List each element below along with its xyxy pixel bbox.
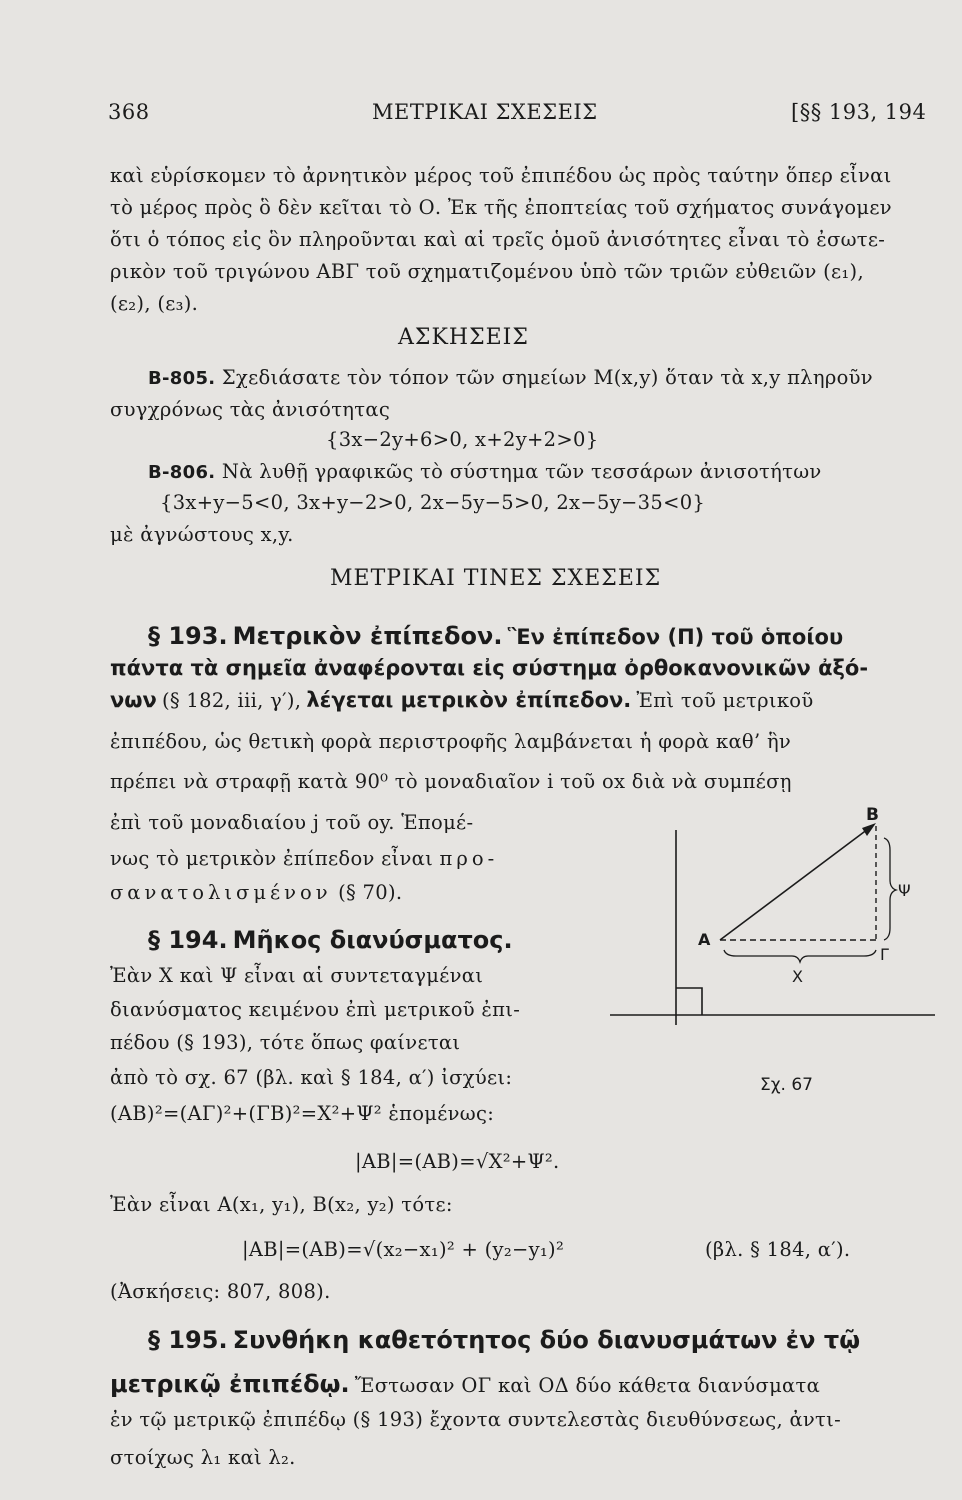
exercise-b805-line-2: συγχρόνως τὰς ἀνισότητας (110, 398, 391, 421)
exercise-b806-text: Νὰ λυθῇ γραφικῶς τὸ σύστημα τῶν τεσσάρων ἀνισοτήτων (221, 460, 822, 483)
section-193-title: Μετρικὸν ἐπίπεδον. (232, 622, 503, 650)
section-195-heading (148, 1326, 860, 1354)
section-193-line-1: Ἓν ἐπίπεδον (Π) τοῦ ὁποίου (507, 625, 844, 649)
label-gamma: Γ (880, 945, 889, 964)
section-195-number: § 195. (148, 1326, 228, 1354)
formula-distance-reference: (βλ. § 184, α′). (705, 1238, 851, 1261)
section-195-line-2-rest: Ἔστωσαν ΟΓ καὶ ΟΔ δύο κάθετα διανύσματα (354, 1374, 821, 1397)
exercise-b805-system: {3x−2y+6>0, x+2y+2>0} (326, 428, 599, 451)
exercise-b806 (148, 460, 822, 483)
section-193-line-7a: νως τὸ μετρικὸν ἐπίπεδον εἶναι (110, 847, 434, 870)
section-194-line-6: Ἐὰν εἶναι A(x₁, y₁), B(x₂, y₂) τότε: (110, 1193, 453, 1216)
section-193-line-3b: (§ 182, iii, γ′), (161, 689, 302, 712)
section-194-line-1: Ἐὰν X καὶ Ψ εἶναι αἱ συντεταγμέναι (110, 964, 484, 987)
label-b: B (866, 805, 879, 825)
section-195-line-4: στοίχως λ₁ καὶ λ₂. (110, 1446, 296, 1469)
section-193-line-8 (110, 881, 402, 904)
section-195-title-line-2: μετρικῷ ἐπιπέδῳ. (110, 1370, 350, 1398)
section-194-line-2: διανύσματος κειμένου ἐπὶ μετρικοῦ ἐπι- (110, 998, 521, 1021)
exercise-b805 (148, 366, 873, 389)
section-194-line-3: πέδου (§ 193), τότε ὅπως φαίνεται (110, 1031, 461, 1054)
section-194-number: § 194. (148, 926, 228, 954)
section-193-line-3c: λέγεται μετρικὸν ἐπίπεδον. (306, 688, 632, 712)
section-193-line-8a: σανατολισμένον (110, 881, 332, 904)
section-193-line-4: ἐπιπέδου, ὡς θετικὴ φορὰ περιστροφῆς λαμβάνεται ἡ φορὰ καθ’ ἣν (110, 730, 792, 753)
section-193-heading (148, 622, 843, 650)
section-193-line-8b: (§ 70). (338, 881, 403, 904)
section-193-number: § 193. (148, 622, 228, 650)
figure-caption: Σχ. 67 (760, 1075, 814, 1095)
intro-line-4: ρικὸν τοῦ τριγώνου ΑΒΓ τοῦ σχηματιζομένου ὑπὸ τῶν τριῶν εὐθειῶν (ε₁), (110, 260, 864, 283)
label-a: A (698, 930, 711, 949)
figure-67 (600, 800, 940, 1110)
intro-line-3: ὅτι ὁ τόπος εἰς ὃν πληροῦνται καὶ αἱ τρεῖς ὁμοῦ ἀνισότητες εἶναι τὸ ἐσωτε- (110, 228, 886, 251)
section-reference: [§§ 193, 194 (791, 100, 927, 124)
exercises-heading: ΑΣΚΗΣΕΙΣ (398, 325, 529, 350)
running-title: ΜΕΤΡΙΚΑΙ ΣΧΕΣΕΙΣ (372, 100, 598, 124)
vector-ab (720, 826, 872, 940)
section-193-line-3a: νων (110, 688, 157, 712)
exercise-b805-text: Σχεδιάσατε τὸν τόπον τῶν σημείων M(x,y) ὅταν τὰ x,y πληροῦν (221, 366, 873, 389)
section-193-line-2: πάντα τὰ σημεῖα ἀναφέρονται εἰς σύστημα ὀρθοκανονικῶν ἀξό- (110, 656, 869, 680)
section-195-line-2 (110, 1370, 820, 1398)
section-194-line-4: ἀπὸ τὸ σχ. 67 (βλ. καὶ § 184, α′) ἰσχύει: (110, 1066, 513, 1089)
psi-brace (884, 838, 896, 940)
intro-line-5: (ε₂), (ε₃). (110, 292, 199, 315)
formula-length: |AB|=(AB)=√X²+Ψ². (355, 1150, 560, 1173)
exercises-reference: (Ἀσκήσεις: 807, 808). (110, 1280, 331, 1303)
chapter-heading: ΜΕΤΡΙΚΑΙ ΤΙΝΕΣ ΣΧΕΣΕΙΣ (330, 566, 662, 591)
section-194-title: Μῆκος διανύσματος. (232, 926, 513, 954)
section-194-line-5: (AB)²=(AΓ)²+(ΓB)²=X²+Ψ² ἑπομένως: (110, 1102, 495, 1125)
section-193-line-5: πρέπει νὰ στραφῇ κατὰ 90⁰ τὸ μοναδιαῖον i τοῦ ox διὰ νὰ συμπέσῃ (110, 770, 792, 793)
exercise-b806-line-3: μὲ ἀγνώστους x,y. (110, 523, 294, 546)
right-angle-mark (676, 988, 702, 1015)
section-193-line-7b: προ- (439, 847, 499, 870)
section-193-line-3 (110, 688, 814, 712)
label-x: X (792, 967, 803, 986)
intro-line-1: καὶ εὑρίσκομεν τὸ ἀρνητικὸν μέρος τοῦ ἐπιπέδου ὡς πρὸς ταύτην ὅπερ εἶναι (110, 164, 892, 187)
intro-line-2: τὸ μέρος πρὸς ὃ δὲν κεῖται τὸ Ο. Ἐκ τῆς ἐποπτείας τοῦ σχήματος συνάγομεν (110, 196, 892, 219)
label-psi: Ψ (898, 881, 911, 900)
section-195-title-line-1: Συνθήκη καθετότητος δύο διανυσμάτων ἐν τῷ (232, 1326, 861, 1354)
section-193-line-6: ἐπὶ τοῦ μοναδιαίου j τοῦ oy. Ἑπομέ- (110, 811, 474, 834)
section-193-line-7 (110, 847, 498, 870)
section-195-line-3: ἐν τῷ μετρικῷ ἐπιπέδῳ (§ 193) ἔχοντα συντελεστὰς διευθύνσεως, ἀντι- (110, 1408, 841, 1431)
section-194-heading (148, 926, 513, 954)
page-number: 368 (108, 100, 150, 124)
exercise-b806-label: B-806. (148, 462, 216, 483)
exercise-b805-label: B-805. (148, 368, 216, 389)
section-193-line-3d: Ἐπὶ τοῦ μετρικοῦ (636, 689, 814, 712)
formula-distance: |AB|=(AB)=√(x₂−x₁)² + (y₂−y₁)² (242, 1238, 565, 1261)
x-brace (724, 950, 876, 962)
exercise-b806-system: {3x+y−5<0, 3x+y−2>0, 2x−5y−5>0, 2x−5y−35<0} (160, 491, 706, 514)
